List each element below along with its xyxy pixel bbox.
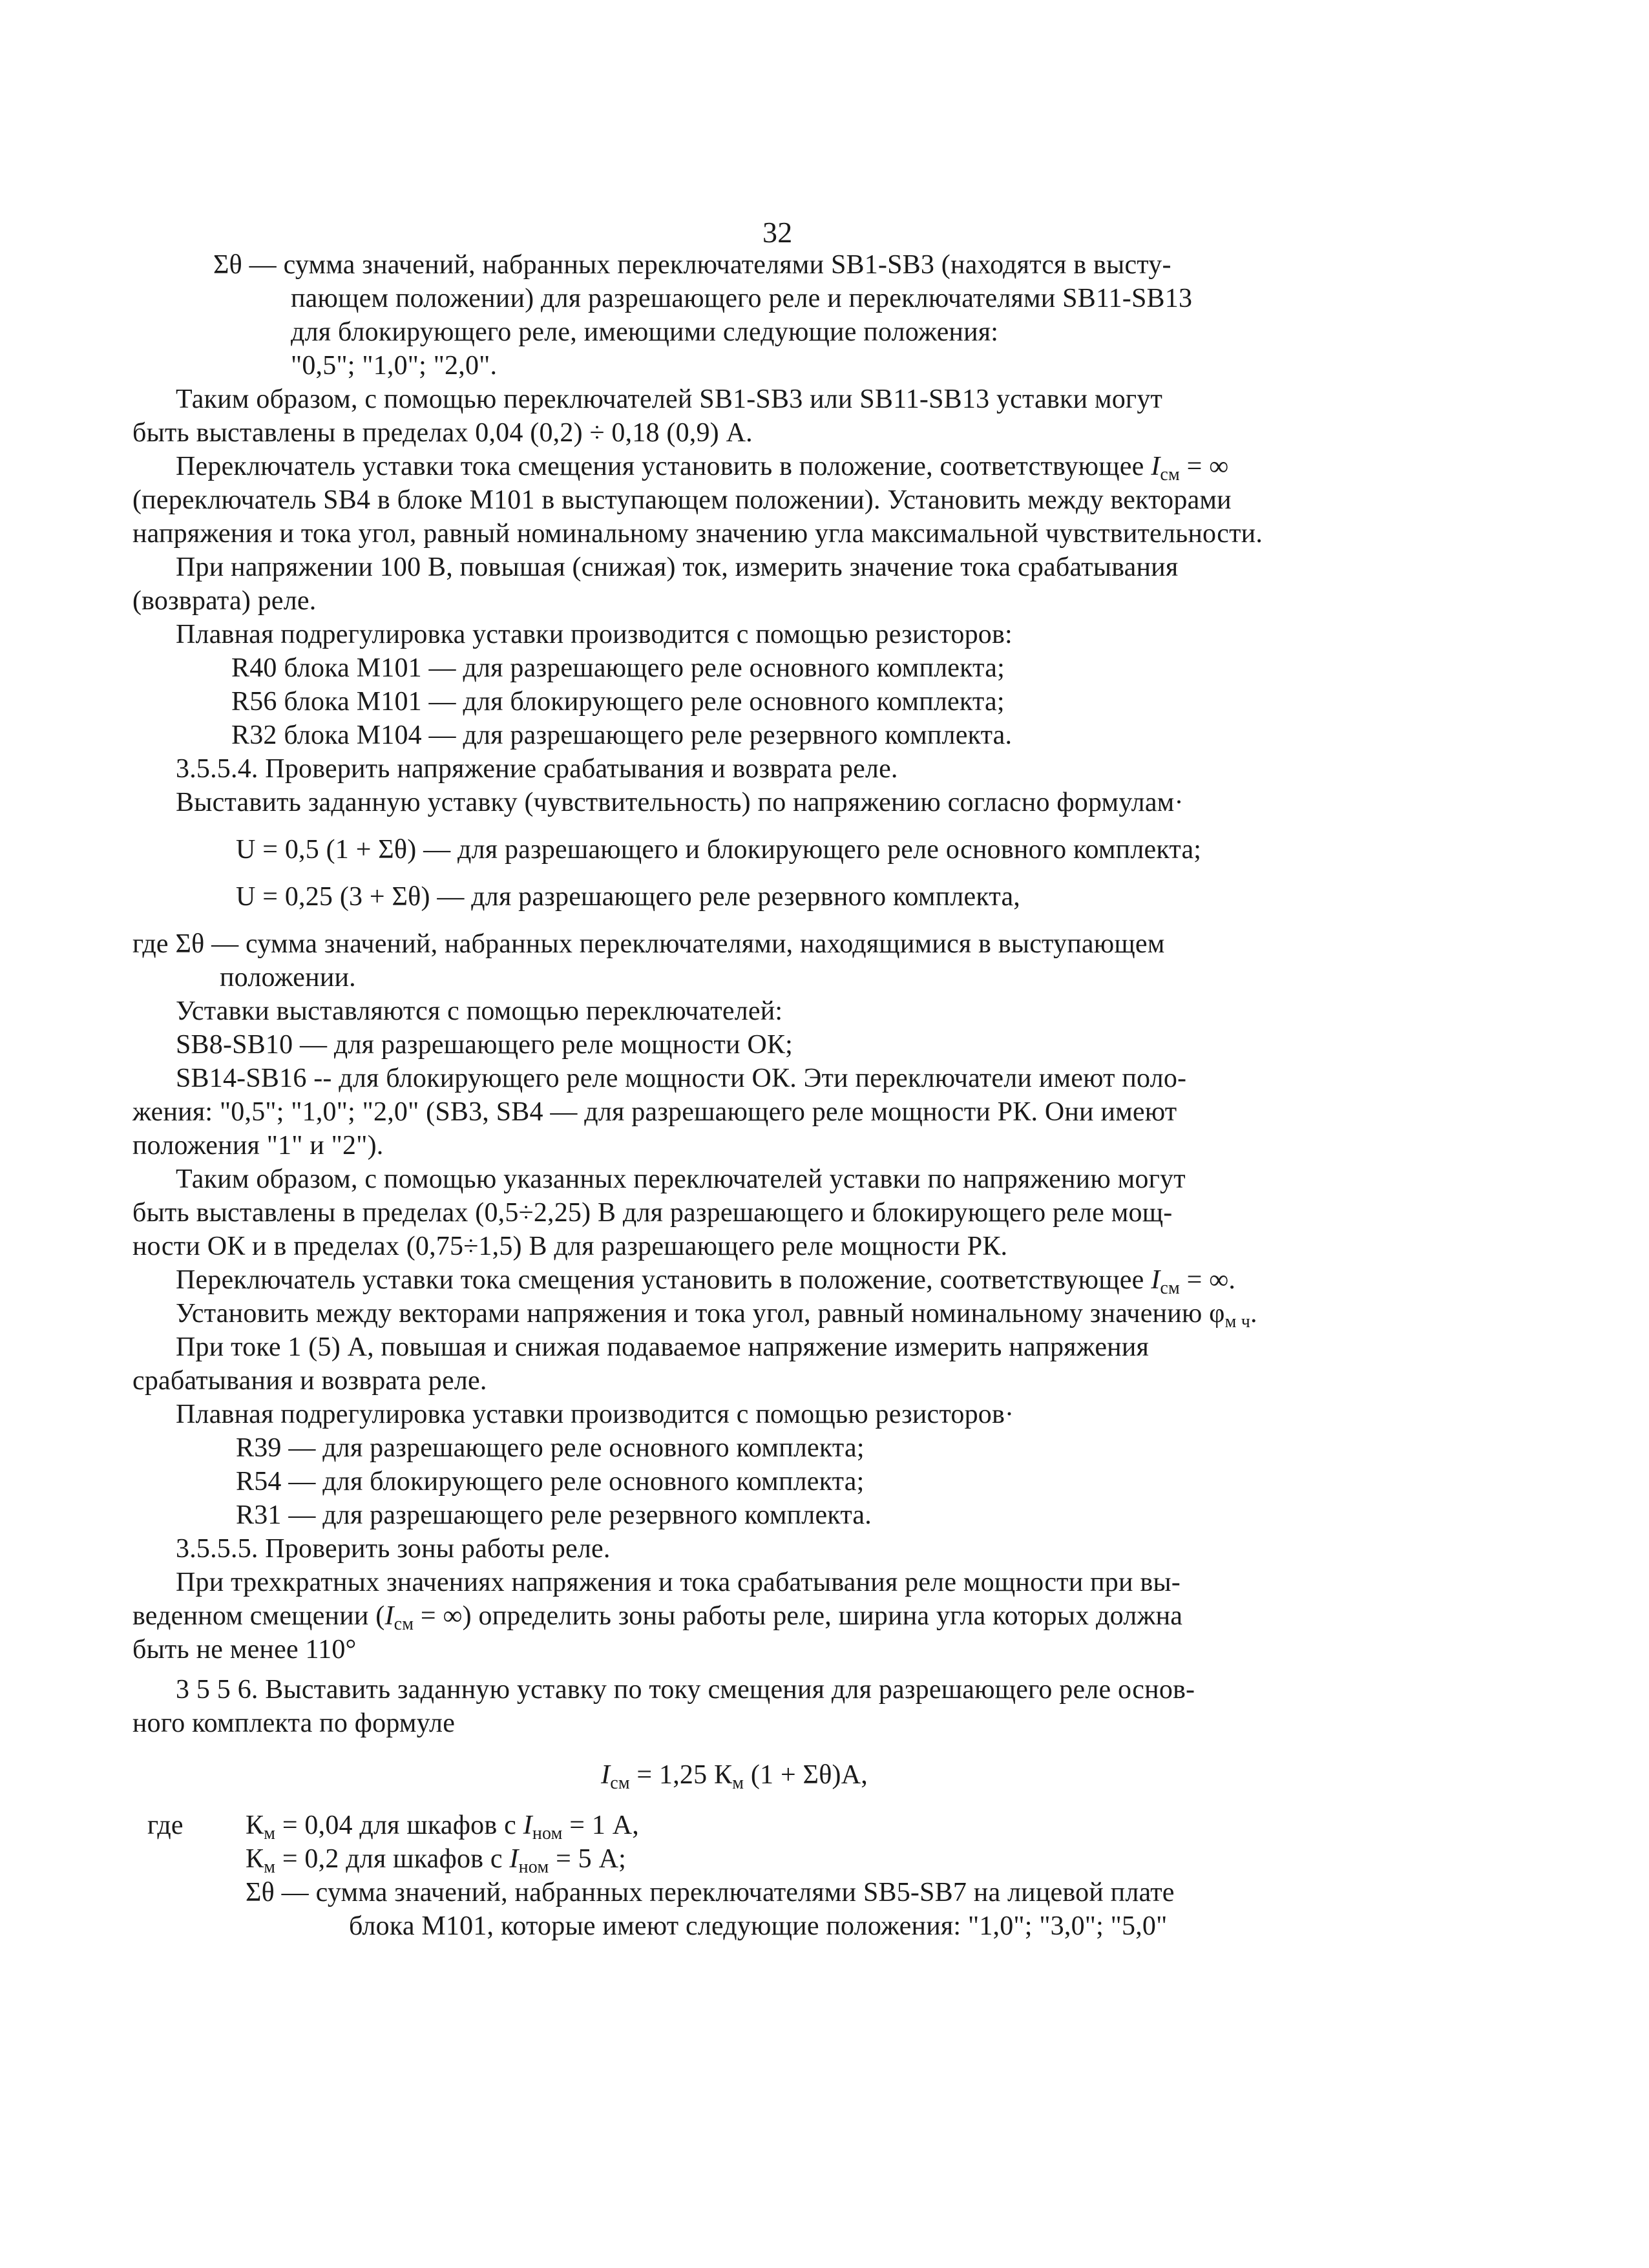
list-intro: Плавная подрегулировка уставки производится с помощью резисторов: (176, 620, 1013, 649)
formula: U = 0,25 (3 + Σθ) — для разрешающего реле резервного комплекта, (236, 882, 1020, 912)
section-heading: 3.5.5.4. Проверить напряжение срабатывания и возврата реле. (176, 754, 898, 784)
formula: U = 0,5 (1 + Σθ) — для разрешающего и блокирующего реле основного комплекта; (236, 835, 1202, 865)
list-item: R39 — для разрешающего реле основного комплекта; (236, 1433, 865, 1463)
section-heading: 3.5.5.5. Проверить зоны работы реле. (176, 1534, 611, 1564)
text-line: быть выставлены в пределах 0,04 (0,2) ÷ 0,18 (0,9) А. (132, 418, 753, 448)
text-line: положении. (220, 963, 356, 992)
text-line: При токе 1 (5) А, повышая и снижая подаваемое напряжение измерить напряжения (176, 1332, 1150, 1362)
list-item: R54 — для блокирующего реле основного комплекта; (236, 1467, 865, 1496)
page-number: 32 (762, 216, 793, 249)
text-line: Σθ — сумма значений, набранных переключателями SB1-SB3 (находятся в высту- (213, 250, 1171, 280)
text-line: SB14-SB16 -- для блокирующего реле мощности ОК. Эти переключатели имеют поло- (176, 1064, 1187, 1093)
text-line: При трехкратных значениях напряжения и тока срабатывания реле мощности при вы- (176, 1568, 1181, 1597)
list-item: R32 блока М104 — для разрешающего реле резервного комплекта. (231, 720, 1013, 750)
text-line: где Σθ — сумма значений, набранных переключателями, находящимися в выступающем (132, 929, 1165, 959)
text-line: ности ОК и в пределах (0,75÷1,5) В для разрешающего реле мощности РК. (132, 1232, 1008, 1261)
list-item: R31 — для разрешающего реле резервного комплекта. (236, 1500, 872, 1530)
text-line: SB8-SB10 — для разрешающего реле мощности ОК; (176, 1030, 793, 1060)
text-line: пающем положении) для разрешающего реле и переключателями SB11-SB13 (291, 284, 1193, 313)
text-line: Таким образом, с помощью переключателей SB1-SB3 или SB11-SB13 уставки могут (176, 384, 1163, 414)
text-line: напряжения и тока угол, равный номинальному значению угла максимальной чувствительности. (132, 519, 1263, 549)
text-line: При напряжении 100 В, повышая (снижая) ток, измерить значение тока срабатывания (176, 552, 1179, 582)
text-line: блока М101, которые имеют следующие положения: "1,0"; "3,0"; "5,0" (349, 1911, 1168, 1941)
text-line: веденном смещении ($I_{см}$ = ∞) определить зоны работы реле, ширина угла которых должна (132, 1601, 1183, 1634)
text-line: Таким образом, с помощью указанных переключателей уставки по напряжению могут (176, 1164, 1186, 1194)
text-line: Переключатель уставки тока смещения установить в положение, соответствующее $I_{см}$ = ∞. (176, 1265, 1236, 1298)
text-line: (переключатель SB4 в блоке М101 в выступающем положении). Установить между векторами (132, 485, 1232, 515)
text-line: для блокирующего реле, имеющими следующие положения: (291, 317, 999, 347)
text-line: $К_м = 0,2$ для шкафов с $I_{ном} = 5$ А; (246, 1844, 626, 1877)
text-line: ного комплекта по формуле (132, 1708, 456, 1738)
text-line: быть выставлены в пределах (0,5÷2,25) В для разрешающего и блокирующего реле мощ- (132, 1198, 1173, 1228)
text-line: Выставить заданную уставку (чувствительность) по напряжению согласно формулам· (176, 788, 1184, 817)
where-label: где (147, 1811, 184, 1840)
text-line: положения "1" и "2"). (132, 1131, 384, 1160)
list-item: R56 блока М101 — для блокирующего реле основного комплекта; (231, 687, 1005, 717)
list-item: R40 блока М101 — для разрешающего реле основного комплекта; (231, 653, 1005, 683)
text-line: Установить между векторами напряжения и тока угол, равный номинальному значению $\varphi_{м ч}$. (176, 1299, 1257, 1332)
text-line: (возврата) реле. (132, 586, 317, 616)
text-line: Σθ — сумма значений, набранных переключателями SB5-SB7 на лицевой плате (246, 1878, 1175, 1907)
text-line: быть не менее 110° (132, 1635, 357, 1664)
text-line: Уставки выставляются с помощью переключателей: (176, 996, 783, 1026)
list-intro: Плавная подрегулировка уставки производится с помощью резисторов· (176, 1400, 1014, 1429)
text-line: срабатывания и возврата реле. (132, 1366, 487, 1396)
text-line: $К_м = 0,04$ для шкафов с $I_{ном} = 1$ А, (246, 1811, 640, 1843)
text-line: "0,5"; "1,0"; "2,0". (291, 351, 498, 381)
text-line: 3 5 5 6. Выставить заданную уставку по току смещения для разрешающего реле основ- (176, 1675, 1195, 1705)
text-line: жения: "0,5"; "1,0"; "2,0" (SB3, SB4 — для разрешающего реле мощности РК. Они имеют (132, 1097, 1177, 1127)
text-line: Переключатель уставки тока смещения установить в положение, соответствующее $I_{см}$ = ∞ (176, 452, 1229, 485)
formula: $I_{см} = 1,25$ $К_м$ (1 + Σθ)А, (601, 1760, 868, 1793)
